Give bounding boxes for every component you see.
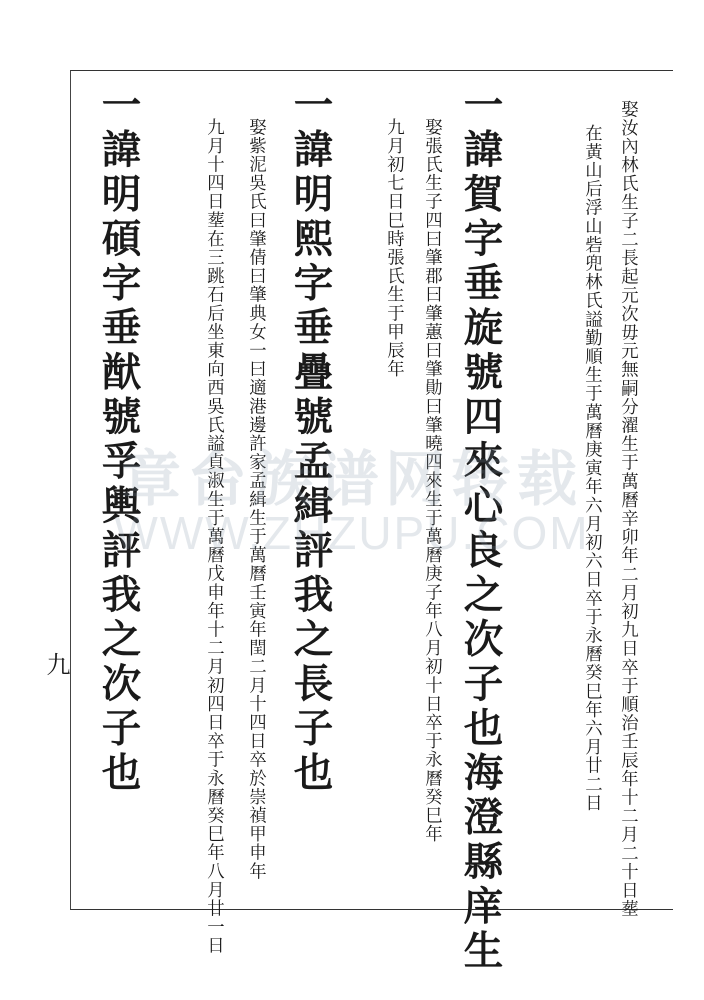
text-column-4: 娶張氏生子四曰肇郡曰肇蕙曰肇勛曰肇曉四來生于萬曆庚子年八月初十日卒于永曆癸巳年 <box>421 118 442 844</box>
page-number: 九 <box>42 652 70 676</box>
text-column-9: 一諱明碩字垂猷號孚輿評我之次子也 <box>95 84 142 796</box>
text-column-3: 一諱賀字垂旋號四來心良之次子也海澄縣庠生 <box>457 84 504 974</box>
text-column-8: 九月十四日塟在三跳石后坐東向西吳氏謚貞淑生于萬曆戊申年十二月初四日卒于永曆癸巳年八月廿一日 <box>203 118 224 955</box>
watermark-cn: 章台族谱网转载 <box>121 445 583 515</box>
watermark-url: WWW.ZHZUPU.COM <box>114 507 590 559</box>
text-column-5: 九月初七日巳時張氏生于甲辰年 <box>383 118 404 379</box>
text-column-6: 一諱明熙字垂疊號孟緝評我之長子也 <box>287 84 334 796</box>
text-column-1: 娶汝內林氏生子二長起元次毋元無嗣分濯生于萬曆辛卯年二月初九日卒于順治壬辰年十二月二十日塟 <box>617 100 638 919</box>
text-column-7: 娶紫泥吳氏曰肇倩曰肇典女一曰適港邊許家孟緝生于萬曆壬寅年閏二月十四日卒於崇禎甲申年 <box>245 118 266 881</box>
text-column-2: 在黃山后浮山砦兜林氏謚勤順生于萬曆庚寅年六月初六日卒于永曆癸巳年六月廿二日 <box>581 124 602 813</box>
